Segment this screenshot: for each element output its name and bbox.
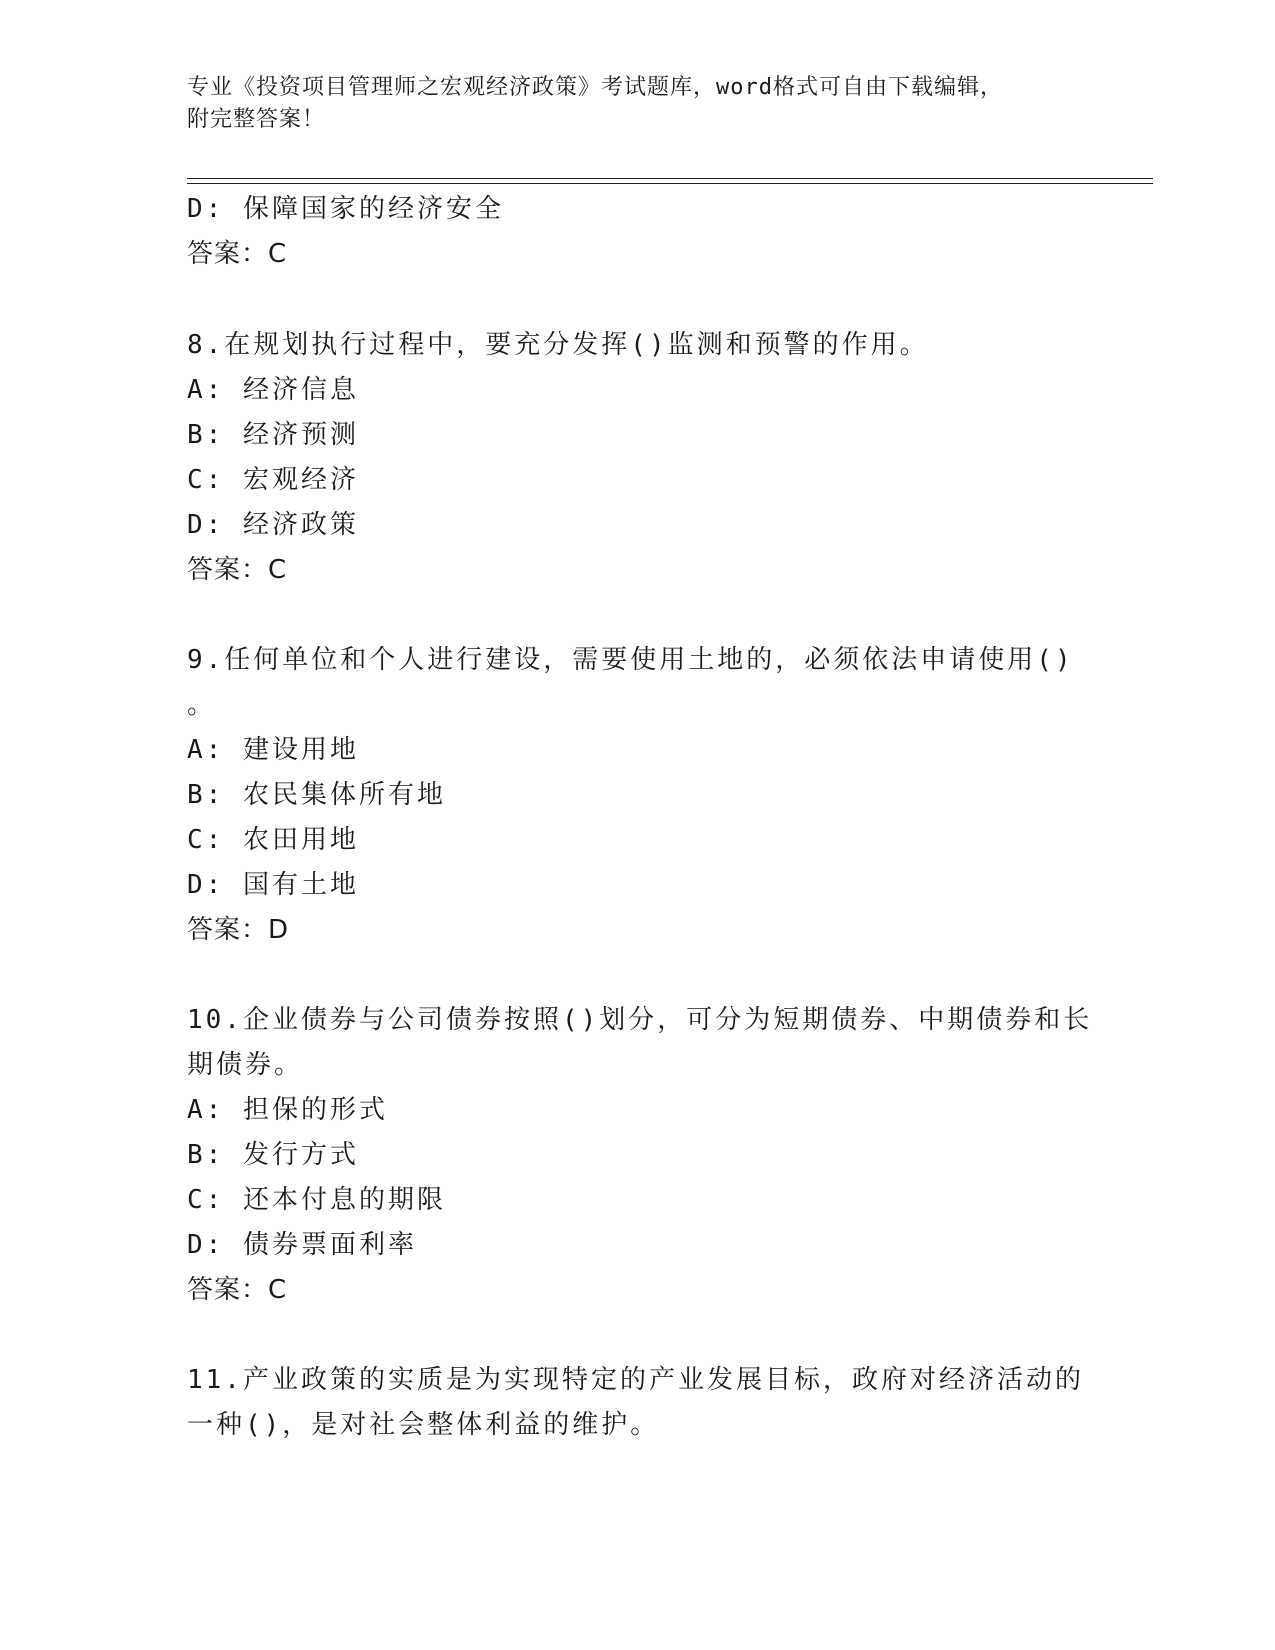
q11-stem-line-1: 11.产业政策的实质是为实现特定的产业发展目标，政府对经济活动的 (187, 1365, 1084, 1395)
header-rule-bottom (187, 183, 1153, 184)
q9-option-d: D: 国有土地 (187, 870, 359, 900)
q10-option-c: C: 还本付息的期限 (187, 1185, 446, 1215)
q8-option-c: C: 宏观经济 (187, 465, 359, 495)
header-rule-top (187, 178, 1153, 179)
q7-answer: 答案：C (187, 239, 288, 269)
q10-option-b: B: 发行方式 (187, 1140, 359, 1170)
header-line-2: 附完整答案！ (187, 107, 326, 132)
q8-stem: 8.在规划执行过程中，要充分发挥()监测和预警的作用。 (187, 330, 929, 360)
q9-answer: 答案：D (187, 915, 290, 945)
header-line-1: 专业《投资项目管理师之宏观经济政策》考试题库，word格式可自由下载编辑， (187, 75, 1003, 100)
q7-option-d: D: 保障国家的经济安全 (187, 194, 504, 224)
q8-option-a: A: 经济信息 (187, 375, 359, 405)
q10-stem-line-2: 期债券。 (187, 1050, 304, 1080)
q9-option-c: C: 农田用地 (187, 825, 359, 855)
q10-option-a: A: 担保的形式 (187, 1095, 388, 1125)
q10-stem-line-1: 10.企业债券与公司债券按照()划分，可分为短期债券、中期债券和长 (187, 1005, 1093, 1035)
q9-option-a: A: 建设用地 (187, 735, 359, 765)
q9-stem-line-1: 9.任何单位和个人进行建设，需要使用土地的，必须依法申请使用() (187, 645, 1074, 675)
q10-answer: 答案：C (187, 1275, 288, 1305)
q9-option-b: B: 农民集体所有地 (187, 780, 446, 810)
q8-answer: 答案：C (187, 555, 288, 585)
q9-stem-line-2: 。 (187, 690, 217, 720)
page-header (187, 72, 1087, 136)
q11-stem-line-2: 一种()，是对社会整体利益的维护。 (187, 1410, 660, 1440)
q8-option-b: B: 经济预测 (187, 420, 359, 450)
q8-option-d: D: 经济政策 (187, 510, 359, 540)
q10-option-d: D: 债券票面利率 (187, 1230, 417, 1260)
